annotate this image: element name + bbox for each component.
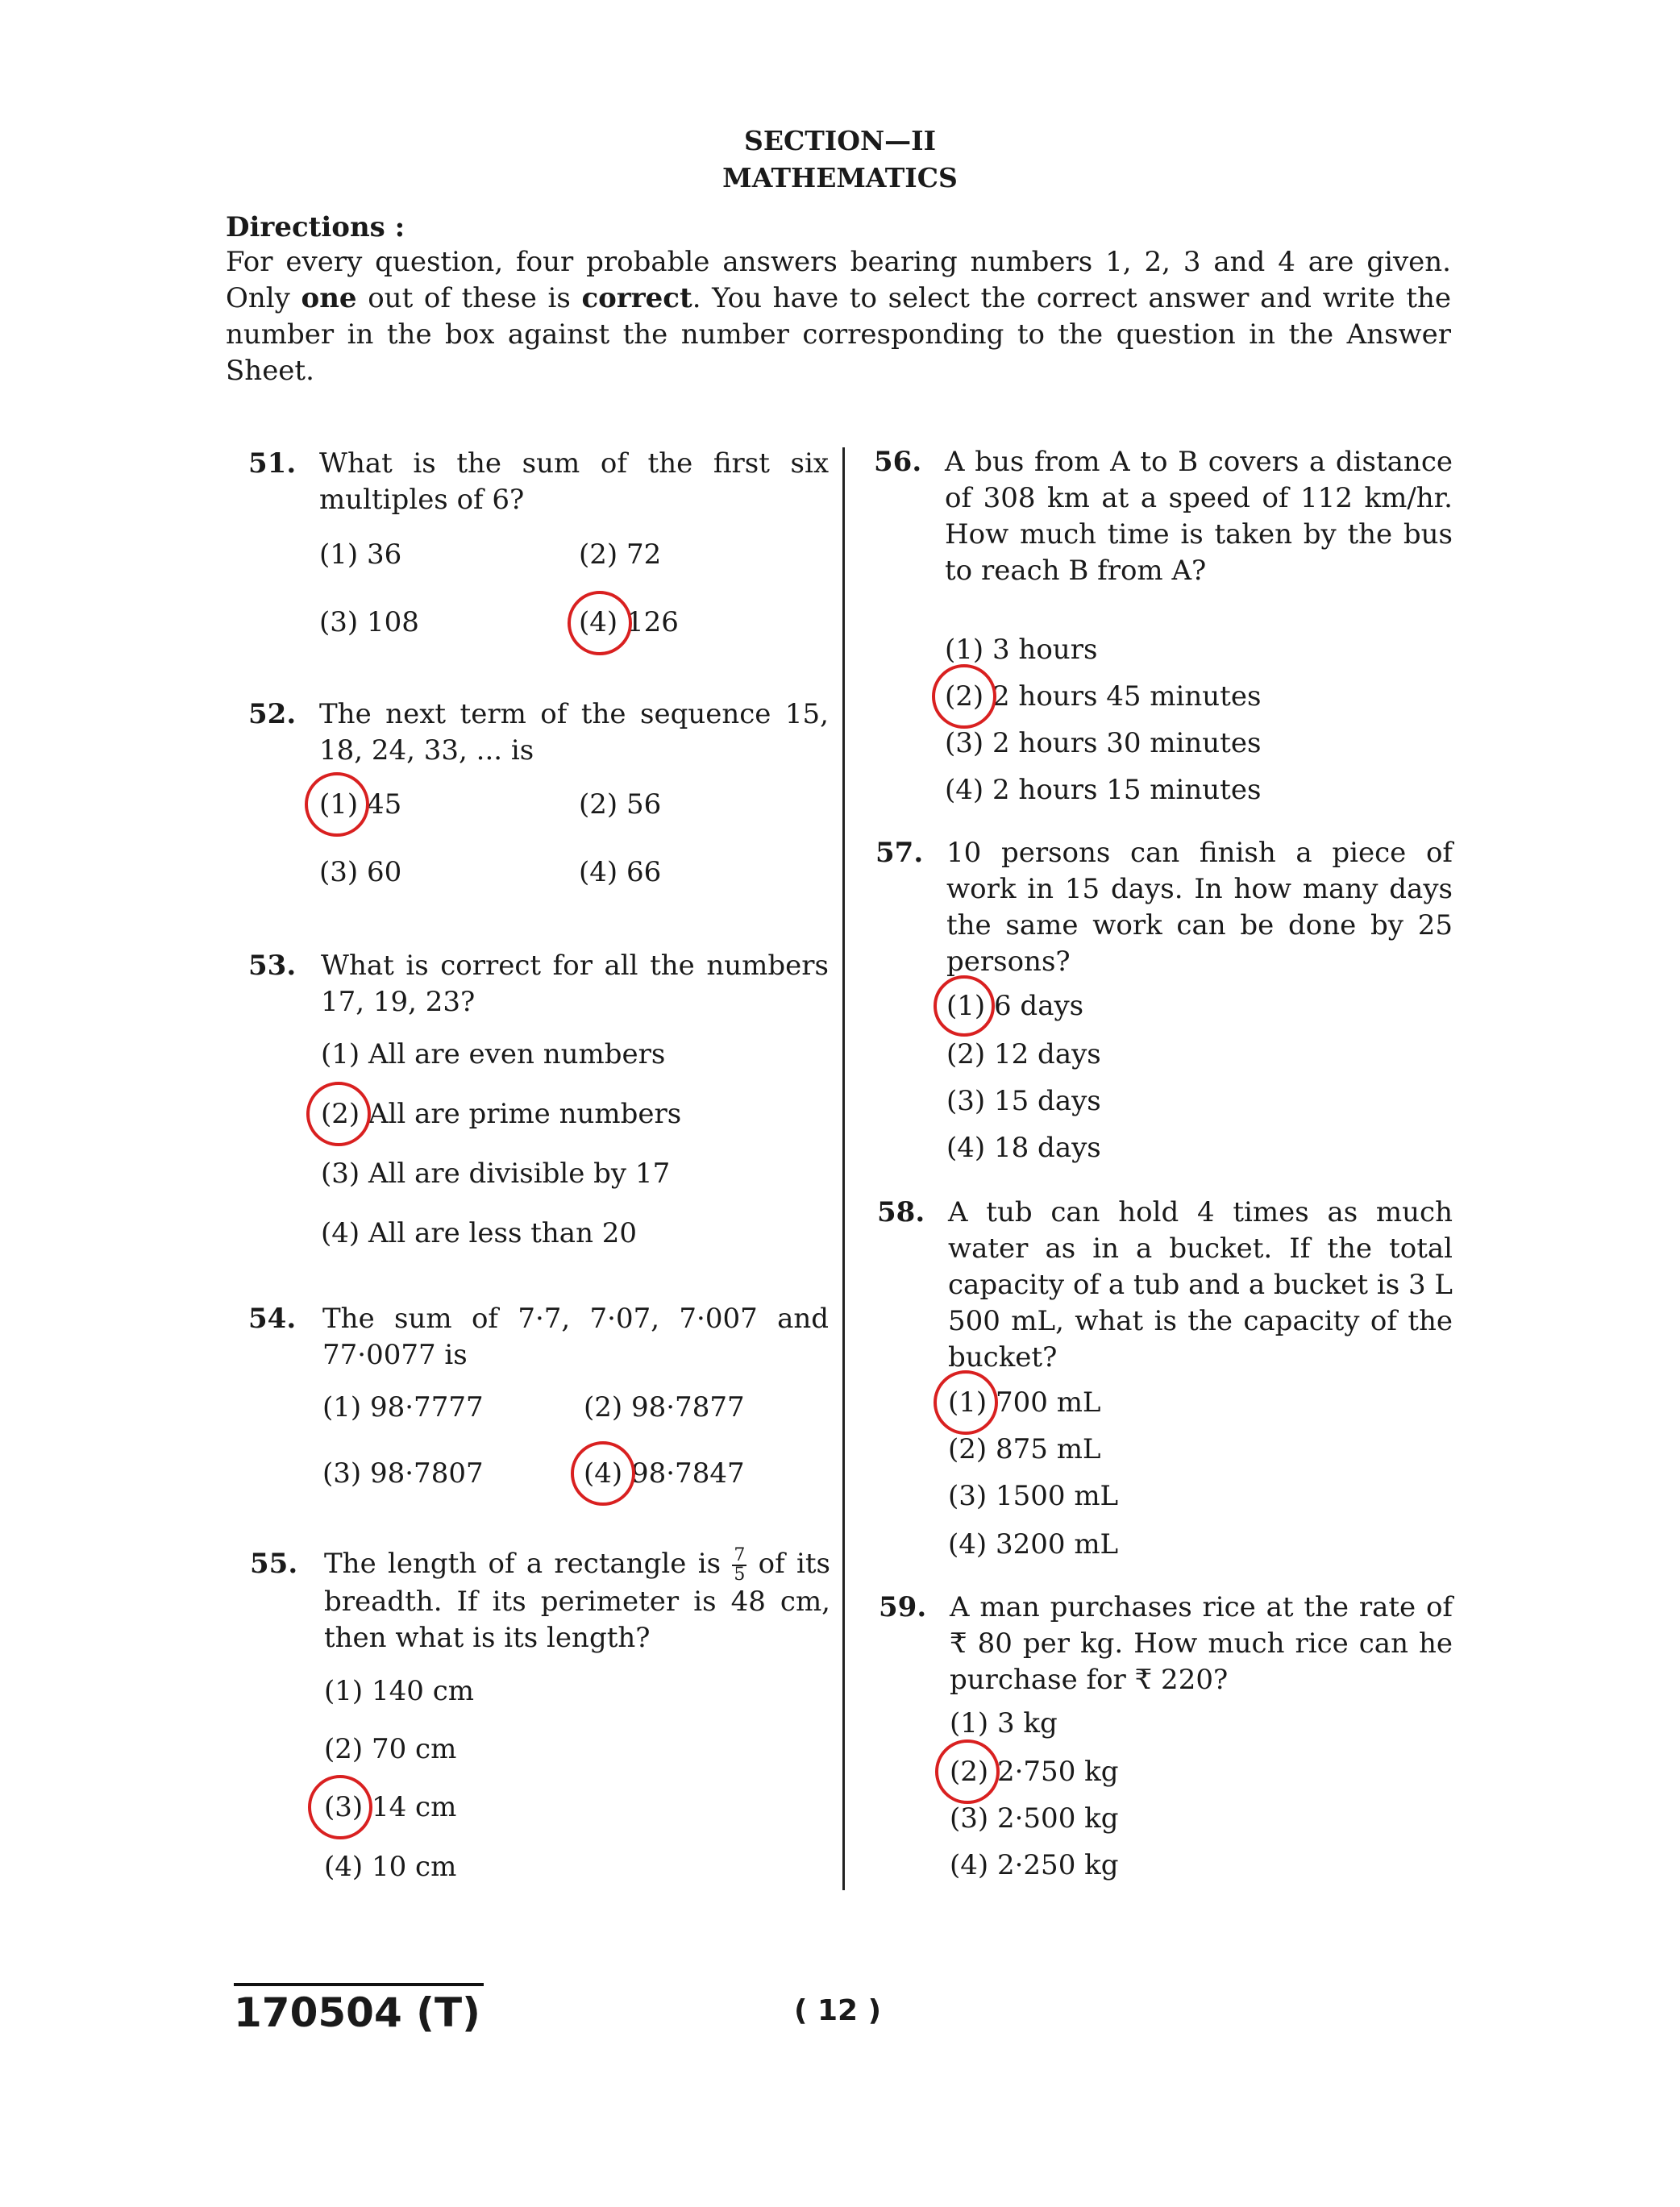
- option-55-4[interactable]: (4) 10 cm: [324, 1851, 457, 1883]
- question-text: The sum of 7·7, 7·07, 7·007 and 77·0077 is: [322, 1303, 829, 1371]
- column-divider: [842, 447, 845, 1890]
- section-title: SECTION—II: [743, 125, 937, 156]
- option-52-1[interactable]: (1) 45: [319, 788, 402, 821]
- directions-heading: Directions :: [226, 211, 405, 243]
- option-57-2[interactable]: (2) 12 days: [946, 1038, 1101, 1070]
- option-59-1[interactable]: (1) 3 kg: [950, 1707, 1058, 1739]
- paper-code: 170504 (T): [234, 1989, 480, 2036]
- option-51-1[interactable]: (1) 36: [319, 538, 402, 571]
- fraction: $\frac{7}{5}$: [734, 1545, 746, 1585]
- question-text: A bus from A to B covers a distance of 308 km at a speed of 112 km/hr. How much time is taken by the bus to reach B from A?: [945, 446, 1453, 587]
- option-58-3[interactable]: (3) 1500 mL: [948, 1480, 1119, 1512]
- option-59-3[interactable]: (3) 2·500 kg: [950, 1802, 1119, 1835]
- option-55-1[interactable]: (1) 140 cm: [324, 1675, 474, 1707]
- page-number: ( 12 ): [794, 1994, 882, 2027]
- question-text: A tub can hold 4 times as much water as in a bucket. If the total capacity of a tub and a bucket is 3 L 500 mL, what is the capacity of the bucket?: [948, 1196, 1453, 1374]
- question-text: A man purchases rice at the rate of ₹ 80 per kg. How much rice can he purchase for ₹ 220?: [950, 1591, 1453, 1696]
- option-53-3[interactable]: (3) All are divisible by 17: [321, 1158, 671, 1190]
- question-number: 56.: [874, 446, 922, 478]
- option-58-1[interactable]: (1) 700 mL: [948, 1386, 1101, 1419]
- question-number: 57.: [875, 837, 924, 869]
- question-text: The length of a rectangle is $\frac{7}{5}$ of its breadth. If its perimeter is 48 cm, then what is its length?: [324, 1545, 830, 1654]
- question-number: 58.: [877, 1196, 925, 1228]
- option-51-3[interactable]: (3) 108: [319, 606, 419, 638]
- option-57-1[interactable]: (1) 6 days: [946, 990, 1084, 1022]
- option-58-2[interactable]: (2) 875 mL: [948, 1433, 1101, 1465]
- question-number: 53.: [248, 950, 297, 982]
- option-57-3[interactable]: (3) 15 days: [946, 1085, 1101, 1117]
- option-53-2[interactable]: (2) All are prime numbers: [321, 1098, 682, 1130]
- option-54-3[interactable]: (3) 98·7807: [322, 1457, 484, 1490]
- question-text: The next term of the sequence 15, 18, 24, 33, ... is: [319, 698, 829, 767]
- question-number: 55.: [250, 1548, 298, 1580]
- option-55-2[interactable]: (2) 70 cm: [324, 1733, 457, 1765]
- option-59-2[interactable]: (2) 2·750 kg: [950, 1756, 1119, 1788]
- question-number: 52.: [248, 698, 297, 730]
- footer-rule: [234, 1983, 484, 1986]
- option-51-2[interactable]: (2) 72: [579, 538, 662, 571]
- option-56-3[interactable]: (3) 2 hours 30 minutes: [945, 727, 1262, 759]
- option-52-3[interactable]: (3) 60: [319, 856, 402, 888]
- question-number: 51.: [248, 447, 297, 480]
- question-number: 59.: [879, 1591, 927, 1623]
- option-57-4[interactable]: (4) 18 days: [946, 1132, 1101, 1164]
- option-52-2[interactable]: (2) 56: [579, 788, 662, 821]
- question-text: What is correct for all the numbers 17, 19, 23?: [321, 950, 829, 1018]
- option-54-2[interactable]: (2) 98·7877: [584, 1391, 745, 1424]
- option-51-4[interactable]: (4) 126: [579, 606, 679, 638]
- option-53-1[interactable]: (1) All are even numbers: [321, 1038, 666, 1070]
- option-56-4[interactable]: (4) 2 hours 15 minutes: [945, 774, 1262, 806]
- option-58-4[interactable]: (4) 3200 mL: [948, 1528, 1119, 1561]
- option-54-4[interactable]: (4) 98·7847: [584, 1457, 745, 1490]
- option-53-4[interactable]: (4) All are less than 20: [321, 1217, 638, 1249]
- option-56-2[interactable]: (2) 2 hours 45 minutes: [945, 680, 1262, 713]
- option-56-1[interactable]: (1) 3 hours: [945, 634, 1098, 666]
- option-59-4[interactable]: (4) 2·250 kg: [950, 1849, 1119, 1881]
- option-52-4[interactable]: (4) 66: [579, 856, 662, 888]
- question-number: 54.: [248, 1303, 297, 1335]
- directions-text: For every question, four probable answers bearing numbers 1, 2, 3 and 4 are given. Only one out of these is correct. You have to select the correct answer and write the number in the box against the number corresponding to the question in the Answer Sheet.: [226, 246, 1451, 387]
- subject-title: MATHEMATICS: [722, 162, 958, 193]
- option-55-3[interactable]: (3) 14 cm: [324, 1791, 457, 1823]
- question-text: What is the sum of the first six multiples of 6?: [319, 447, 829, 516]
- option-54-1[interactable]: (1) 98·7777: [322, 1391, 484, 1424]
- question-text: 10 persons can finish a piece of work in 15 days. In how many days the same work can be done by 25 persons?: [946, 837, 1453, 978]
